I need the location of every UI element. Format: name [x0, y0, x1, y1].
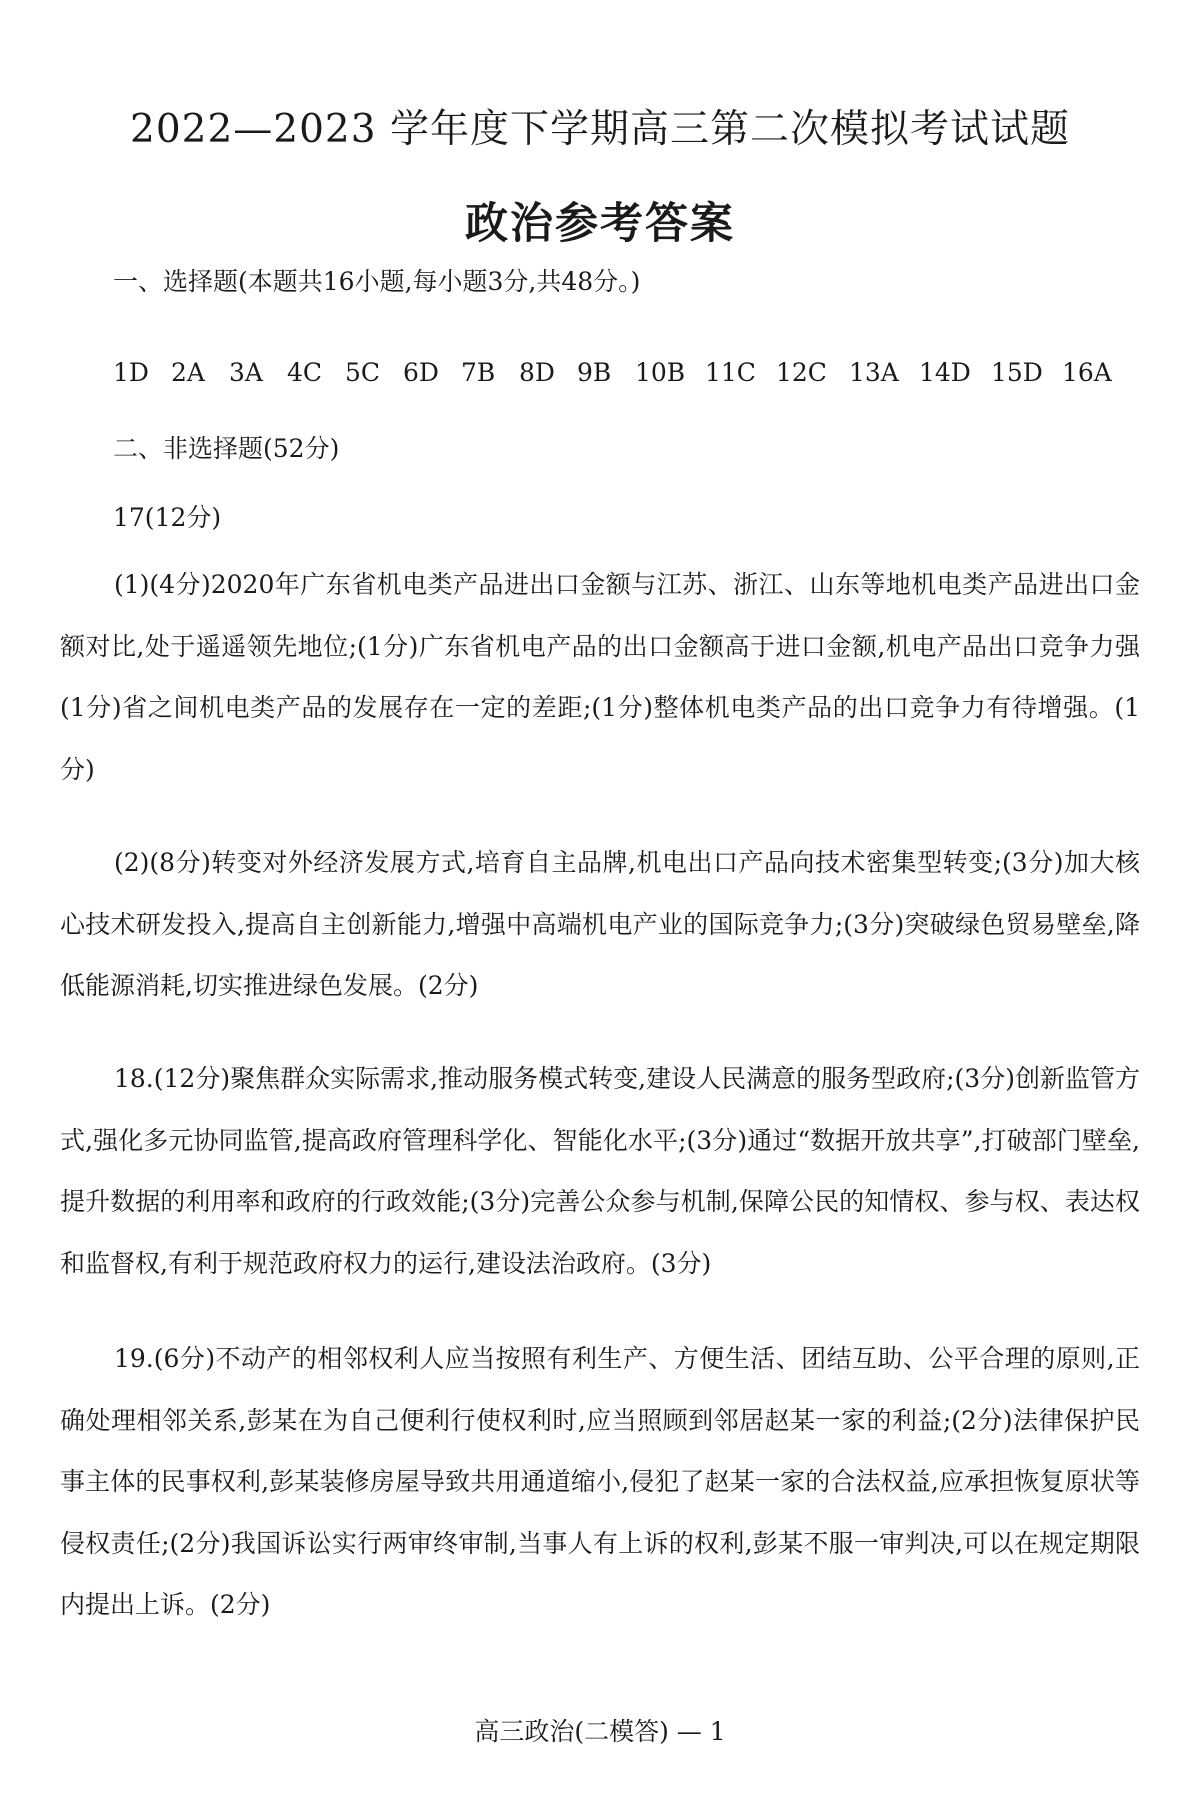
q17-heading: 17(12分) [113, 503, 222, 532]
answer-item: 2A [171, 358, 205, 387]
answer-item: 13A [849, 358, 899, 387]
q19-answer: 19.(6分)不动产的相邻权利人应当按照有利生产、方便生活、团结互助、公平合理的原则,正确处理相邻关系,彭某在为自己便利行使权利时,应当照顾到邻居赵某一家的利益;(2分)法律保护民事主体的民事权利,彭某装修房屋导致共用通道缩小,侵犯了赵某一家的合法权益,应承担恢复原状等侵权责任;(2分)我国诉讼实行两审终审制,当事人有上诉的权利,彭某不服一审判决,可以在规定期限内提出上诉。(2分) [60, 1344, 1140, 1619]
exam-title: 2022—2023 学年度下学期高三第二次模拟考试试题 [130, 107, 1070, 152]
answer-item: 4C [287, 358, 323, 387]
section2-heading: 二、非选择题(52分) [113, 434, 340, 463]
q17-part1-answer: (1)(4分)2020年广东省机电类产品进出口金额与江苏、浙江、山东等地机电类产品进出口金额对比,处于遥遥领先地位;(1分)广东省机电产品的出口金额高于进口金额,机电产品出口竞争力强(1分)省之间机电类产品的发展存在一定的差距;(1分)整体机电类产品的出口竞争力有待增强。(1分) [60, 570, 1140, 784]
answer-item: 12C [776, 358, 827, 387]
q17-part2-answer: (2)(8分)转变对外经济发展方式,培育自主品牌,机电出口产品向技术密集型转变;(3分)加大核心技术研发投入,提高自主创新能力,增强中高端机电产业的国际竞争力;(3分)突破绿色贸易壁垒,降低能源消耗,切实推进绿色发展。(2分) [60, 848, 1140, 1000]
answer-item: 9B [577, 358, 612, 387]
answer-item: 11C [705, 358, 756, 387]
answer-item: 6D [403, 358, 439, 387]
answer-item: 16A [1062, 358, 1112, 387]
answer-item: 1D [113, 358, 149, 387]
answer-item: 8D [519, 358, 555, 387]
answer-item: 14D [919, 358, 971, 387]
q18-answer: 18.(12分)聚焦群众实际需求,推动服务模式转变,建设人民满意的服务型政府;(3分)创新监管方式,强化多元协同监管,提高政府管理科学化、智能化水平;(3分)通过“数据开放共享”,打破部门壁垒,提升数据的利用率和政府的行政效能;(3分)完善公众参与机制,保障公民的知情权、参与权、表达权和监督权,有利于规范政府权力的运行,建设法治政府。(3分) [60, 1064, 1140, 1278]
section1-heading: 一、选择题(本题共16小题,每小题3分,共48分。) [113, 267, 641, 296]
answer-item: 15D [991, 358, 1043, 387]
answer-item: 10B [635, 358, 686, 387]
answer-item: 7B [461, 358, 496, 387]
answer-item: 3A [229, 358, 263, 387]
answer-key-title: 政治参考答案 [465, 199, 735, 249]
page-footer: 高三政治(二模答) — 1 [474, 1717, 726, 1746]
answer-item: 5C [345, 358, 381, 387]
